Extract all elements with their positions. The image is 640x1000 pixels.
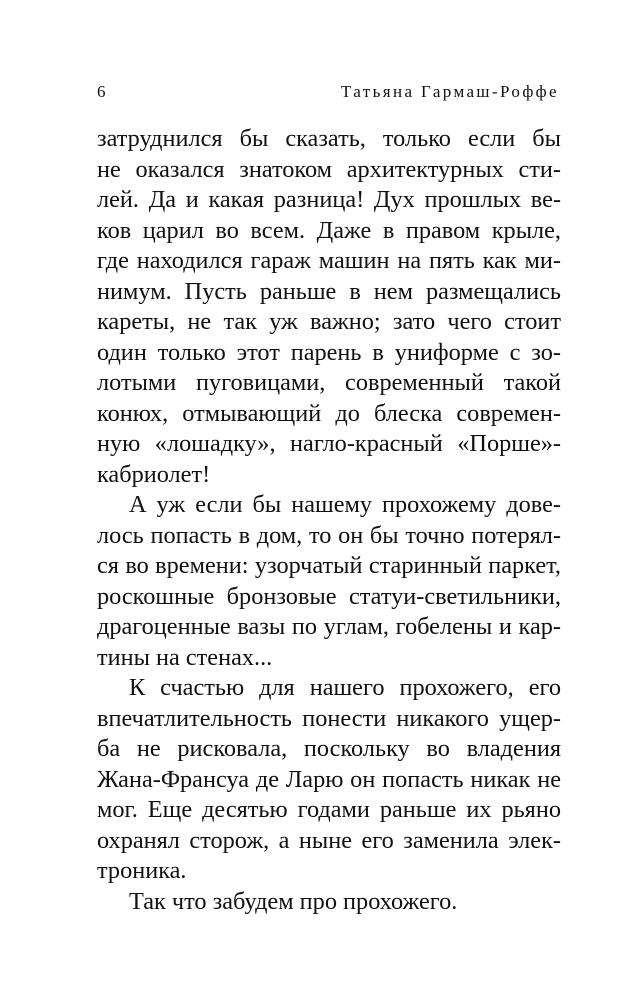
paragraph-1 bbox=[97, 124, 561, 490]
text-line: Так что забудем про прохожего. bbox=[129, 887, 458, 915]
text-line: лось попасть в дом, то он бы точно потерял- bbox=[97, 521, 561, 549]
author-name: Татьяна Гармаш-Роффе bbox=[340, 82, 559, 101]
text-line: роскошные бронзовые статуи-светильники, bbox=[97, 582, 561, 610]
text-line: ную «лошадку», нагло-красный «Порше»- bbox=[97, 430, 561, 457]
paragraph-2 bbox=[97, 490, 561, 673]
text-line: затруднился бы сказать, только если бы bbox=[97, 125, 561, 152]
running-head bbox=[97, 82, 559, 106]
paragraph-4 bbox=[97, 887, 561, 918]
text-line: Жана-Франсуа де Ларю он попасть никак не bbox=[97, 765, 561, 793]
text-line: охранял сторож, а ныне его заменила элек- bbox=[97, 826, 561, 854]
text-line: где находился гараж машин на пять как ми- bbox=[97, 247, 561, 274]
text-line: ба не рисковала, поскольку во владения bbox=[97, 735, 561, 762]
text-line: тины на стенах... bbox=[97, 643, 273, 671]
text-line: конюх, отмывающий до блеска современ- bbox=[97, 399, 561, 427]
text-line: не оказался знатоком архитектурных сти- bbox=[97, 155, 561, 183]
text-line: лей. Да и какая разница! Дух прошлых ве- bbox=[97, 186, 561, 213]
text-line: кареты, не так уж важно; зато чего стоит bbox=[97, 308, 561, 335]
text-line: лотыми пуговицами, современный такой bbox=[97, 369, 561, 396]
text-line: драгоценные вазы по углам, гобелены и кар- bbox=[97, 613, 561, 640]
page-number: 6 bbox=[97, 82, 108, 101]
text-line: ся во времени: узорчатый старинный паркет, bbox=[97, 552, 561, 579]
text-line: кабриолет! bbox=[97, 460, 211, 488]
text-line: троника. bbox=[97, 857, 187, 884]
text-line: мог. Еще десятью годами раньше их рьяно bbox=[97, 796, 561, 823]
text-line: К счастью для нашего прохожего, его bbox=[129, 674, 561, 701]
paragraph-3 bbox=[97, 673, 561, 887]
text-line: А уж если бы нашему прохожему дове- bbox=[129, 491, 561, 518]
text-line: нимум. Пусть раньше в нем размещались bbox=[97, 277, 561, 305]
text-line: ков царил во всем. Даже в правом крыле, bbox=[97, 216, 561, 244]
text-line: впечатлительность понести никакого ущер- bbox=[97, 704, 561, 732]
text-line: один только этот парень в униформе с зо- bbox=[97, 338, 561, 366]
body-text bbox=[97, 124, 561, 917]
